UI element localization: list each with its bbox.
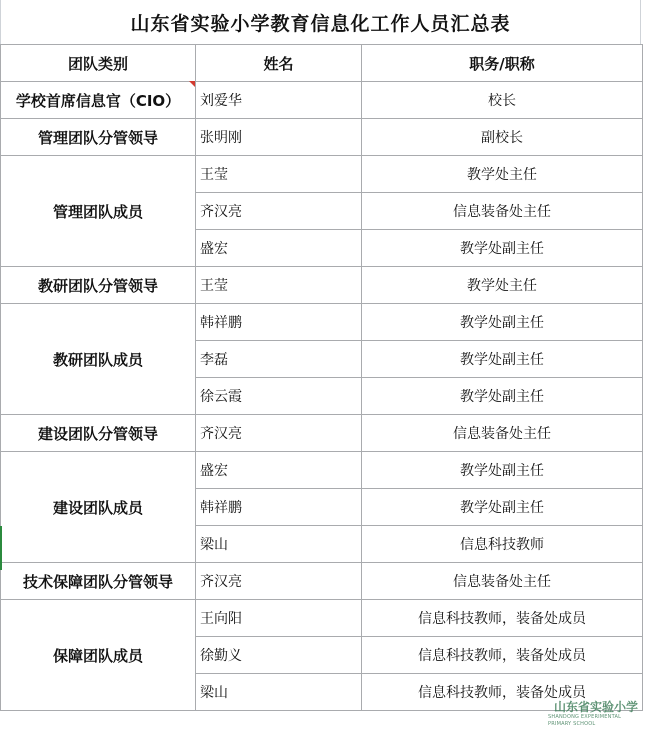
role-cell[interactable]: 教学处副主任 xyxy=(362,230,643,267)
name-cell[interactable]: 韩祥鹏 xyxy=(196,304,362,341)
category-cell[interactable]: 学校首席信息官（CIO） xyxy=(1,82,196,119)
table-row xyxy=(1,119,643,156)
table-row xyxy=(1,156,643,193)
name-cell[interactable]: 韩祥鹏 xyxy=(196,489,362,526)
role-cell[interactable]: 副校长 xyxy=(362,119,643,156)
role-cell[interactable]: 教学处主任 xyxy=(362,267,643,304)
name-cell[interactable]: 王莹 xyxy=(196,156,362,193)
role-cell[interactable]: 信息装备处主任 xyxy=(362,415,643,452)
name-cell[interactable]: 齐汉亮 xyxy=(196,415,362,452)
header-category[interactable]: 团队类别 xyxy=(1,45,196,82)
name-cell[interactable]: 盛宏 xyxy=(196,452,362,489)
school-watermark xyxy=(548,700,644,728)
name-cell[interactable]: 张明刚 xyxy=(196,119,362,156)
category-cell[interactable]: 建设团队成员 xyxy=(1,452,196,563)
role-cell[interactable]: 教学处副主任 xyxy=(362,378,643,415)
table-row xyxy=(1,267,643,304)
table-row xyxy=(1,452,643,489)
category-cell[interactable]: 技术保障团队分管领导 xyxy=(1,563,196,600)
name-cell[interactable]: 徐勤义 xyxy=(196,637,362,674)
category-cell[interactable]: 教研团队分管领导 xyxy=(1,267,196,304)
category-cell[interactable]: 建设团队分管领导 xyxy=(1,415,196,452)
role-cell[interactable]: 教学处副主任 xyxy=(362,489,643,526)
header-role[interactable]: 职务/职称 xyxy=(362,45,643,82)
table-row xyxy=(1,415,643,452)
role-cell[interactable]: 信息科技教师，装备处成员 xyxy=(362,637,643,674)
table-row xyxy=(1,600,643,637)
name-cell[interactable]: 梁山 xyxy=(196,526,362,563)
name-cell[interactable]: 齐汉亮 xyxy=(196,193,362,230)
table-row xyxy=(1,82,643,119)
comment-marker-icon[interactable] xyxy=(189,81,195,87)
role-cell[interactable]: 教学处副主任 xyxy=(362,452,643,489)
name-cell[interactable]: 王莹 xyxy=(196,267,362,304)
name-cell[interactable]: 梁山 xyxy=(196,674,362,711)
role-cell[interactable]: 信息科技教师 xyxy=(362,526,643,563)
name-cell[interactable]: 齐汉亮 xyxy=(196,563,362,600)
role-cell[interactable]: 教学处主任 xyxy=(362,156,643,193)
role-cell[interactable]: 教学处副主任 xyxy=(362,341,643,378)
staff-table xyxy=(0,44,643,711)
table-body xyxy=(1,82,643,711)
watermark-subtext: SHANDONG EXPERIMENTAL PRIMARY SCHOOL xyxy=(548,713,622,727)
role-cell[interactable]: 信息装备处主任 xyxy=(362,563,643,600)
role-cell[interactable]: 信息装备处主任 xyxy=(362,193,643,230)
table-row xyxy=(1,304,643,341)
role-cell[interactable]: 信息科技教师，装备处成员 xyxy=(362,674,643,711)
name-cell[interactable]: 王向阳 xyxy=(196,600,362,637)
name-cell[interactable]: 李磊 xyxy=(196,341,362,378)
watermark-text: 山东省实验小学 xyxy=(553,699,638,714)
category-cell[interactable]: 管理团队分管领导 xyxy=(1,119,196,156)
name-cell[interactable]: 刘爱华 xyxy=(196,82,362,119)
header-name[interactable]: 姓名 xyxy=(196,45,362,82)
name-cell[interactable]: 徐云霞 xyxy=(196,378,362,415)
table-title: 山东省实验小学教育信息化工作人员汇总表 xyxy=(0,0,641,44)
header-row xyxy=(1,45,643,82)
category-cell[interactable]: 保障团队成员 xyxy=(1,600,196,711)
role-cell[interactable]: 教学处副主任 xyxy=(362,304,643,341)
selection-edge xyxy=(0,526,2,570)
role-cell[interactable]: 校长 xyxy=(362,82,643,119)
category-cell[interactable]: 管理团队成员 xyxy=(1,156,196,267)
name-cell[interactable]: 盛宏 xyxy=(196,230,362,267)
table-row xyxy=(1,563,643,600)
category-cell[interactable]: 教研团队成员 xyxy=(1,304,196,415)
role-cell[interactable]: 信息科技教师，装备处成员 xyxy=(362,600,643,637)
